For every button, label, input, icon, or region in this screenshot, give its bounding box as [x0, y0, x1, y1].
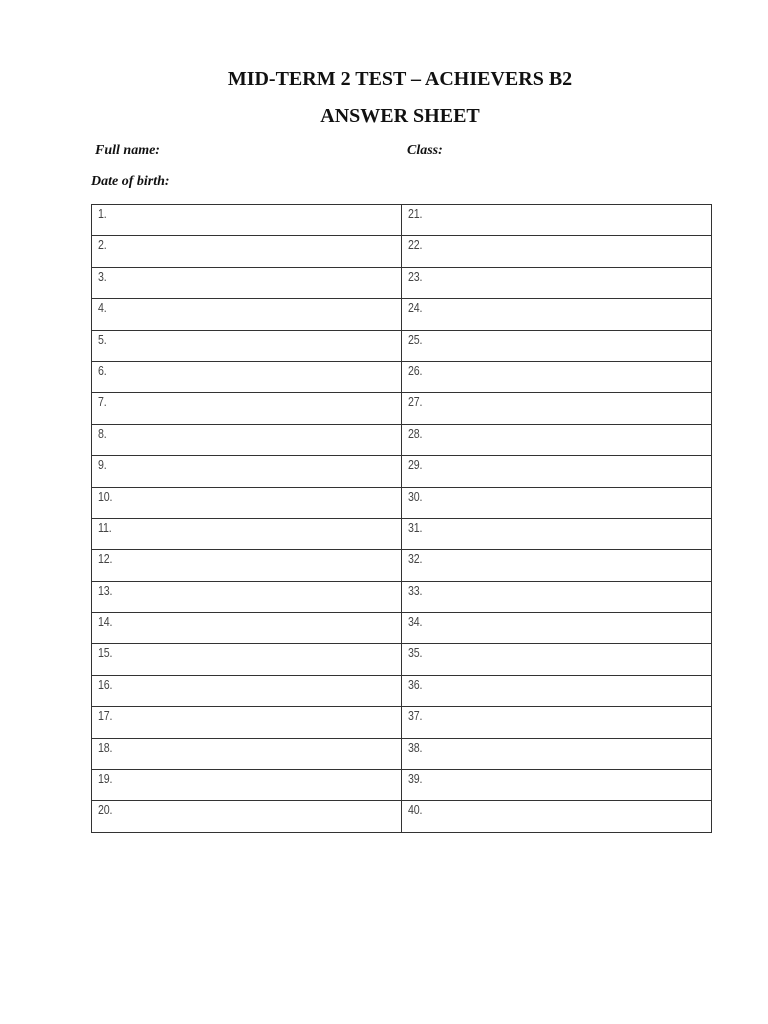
question-number: 16.: [98, 677, 113, 692]
question-number: 23.: [408, 269, 423, 284]
answer-cell[interactable]: [92, 236, 402, 267]
question-number: 2.: [98, 238, 107, 253]
answer-cell[interactable]: [92, 738, 402, 769]
class-label: Class:: [407, 143, 443, 158]
question-number: 12.: [98, 552, 113, 567]
question-number: 24.: [408, 301, 423, 316]
question-number: 29.: [408, 458, 423, 473]
table-row: [92, 361, 712, 392]
answer-table: [91, 204, 712, 833]
answer-cell[interactable]: [92, 581, 402, 612]
answer-cell[interactable]: [92, 518, 402, 549]
question-number: 7.: [98, 395, 107, 410]
table-row: [92, 801, 712, 832]
question-number: 30.: [408, 489, 423, 504]
table-row: [92, 644, 712, 675]
table-row: [92, 707, 712, 738]
question-number: 6.: [98, 363, 107, 378]
answer-cell[interactable]: [402, 456, 712, 487]
table-row: [92, 550, 712, 581]
answer-cell[interactable]: [92, 770, 402, 801]
table-row: [92, 267, 712, 298]
question-number: 39.: [408, 772, 423, 787]
answer-cell[interactable]: [402, 581, 712, 612]
question-number: 18.: [98, 740, 113, 755]
question-number: 33.: [408, 583, 423, 598]
answer-cell[interactable]: [92, 267, 402, 298]
answer-cell[interactable]: [402, 613, 712, 644]
question-number: 5.: [98, 332, 107, 347]
answer-cell[interactable]: [92, 393, 402, 424]
question-number: 20.: [98, 803, 113, 818]
table-row: [92, 518, 712, 549]
question-number: 32.: [408, 552, 423, 567]
table-row: [92, 236, 712, 267]
answer-cell[interactable]: [92, 613, 402, 644]
question-number: 28.: [408, 426, 423, 441]
answer-cell[interactable]: [402, 550, 712, 581]
answer-cell[interactable]: [92, 487, 402, 518]
table-row: [92, 581, 712, 612]
question-number: 40.: [408, 803, 423, 818]
table-row: [92, 205, 712, 236]
question-number: 3.: [98, 269, 107, 284]
answer-cell[interactable]: [402, 205, 712, 236]
table-row: [92, 738, 712, 769]
answer-cell[interactable]: [92, 707, 402, 738]
question-number: 9.: [98, 458, 107, 473]
answer-cell[interactable]: [402, 299, 712, 330]
table-row: [92, 456, 712, 487]
answer-cell[interactable]: [402, 361, 712, 392]
question-number: 35.: [408, 646, 423, 661]
table-row: [92, 613, 712, 644]
question-number: 15.: [98, 646, 113, 661]
question-number: 26.: [408, 363, 423, 378]
answer-cell[interactable]: [402, 487, 712, 518]
question-number: 38.: [408, 740, 423, 755]
answer-cell[interactable]: [92, 424, 402, 455]
table-row: [92, 424, 712, 455]
table-row: [92, 770, 712, 801]
table-row: [92, 393, 712, 424]
question-number: 4.: [98, 301, 107, 316]
question-number: 10.: [98, 489, 113, 504]
question-number: 37.: [408, 709, 423, 724]
answer-cell[interactable]: [402, 801, 712, 832]
question-number: 14.: [98, 615, 113, 630]
answer-cell[interactable]: [402, 393, 712, 424]
table-row: [92, 330, 712, 361]
answer-cell[interactable]: [92, 675, 402, 706]
answer-cell[interactable]: [402, 770, 712, 801]
question-number: 8.: [98, 426, 107, 441]
page-title: MID-TERM 2 TEST – ACHIEVERS B2: [227, 68, 573, 90]
question-number: 31.: [408, 520, 423, 535]
question-number: 27.: [408, 395, 423, 410]
question-number: 22.: [408, 238, 423, 253]
answer-cell[interactable]: [92, 550, 402, 581]
page-subtitle: ANSWER SHEET: [320, 105, 480, 127]
question-number: 25.: [408, 332, 423, 347]
question-number: 11.: [98, 520, 112, 535]
answer-cell[interactable]: [92, 801, 402, 832]
answer-cell[interactable]: [92, 644, 402, 675]
answer-cell[interactable]: [402, 738, 712, 769]
answer-cell[interactable]: [402, 644, 712, 675]
question-number: 19.: [98, 772, 113, 787]
answer-cell[interactable]: [402, 330, 712, 361]
answer-cell[interactable]: [92, 361, 402, 392]
answer-cell[interactable]: [402, 675, 712, 706]
table-row: [92, 487, 712, 518]
question-number: 17.: [98, 709, 113, 724]
answer-cell[interactable]: [402, 267, 712, 298]
answer-cell[interactable]: [92, 299, 402, 330]
question-number: 1.: [98, 207, 107, 221]
question-number: 21.: [408, 207, 423, 221]
question-number: 36.: [408, 677, 423, 692]
question-number: 34.: [408, 615, 423, 630]
question-number: 13.: [98, 583, 113, 598]
table-row: [92, 299, 712, 330]
answer-cell[interactable]: [402, 424, 712, 455]
answer-cell[interactable]: [92, 205, 402, 236]
full-name-label: Full name:: [95, 143, 160, 158]
table-row: [92, 675, 712, 706]
answer-cell[interactable]: [402, 236, 712, 267]
answer-cell[interactable]: [402, 518, 712, 549]
answer-cell[interactable]: [92, 330, 402, 361]
answer-cell[interactable]: [402, 707, 712, 738]
date-of-birth-label: Date of birth:: [91, 174, 170, 189]
answer-cell[interactable]: [92, 456, 402, 487]
